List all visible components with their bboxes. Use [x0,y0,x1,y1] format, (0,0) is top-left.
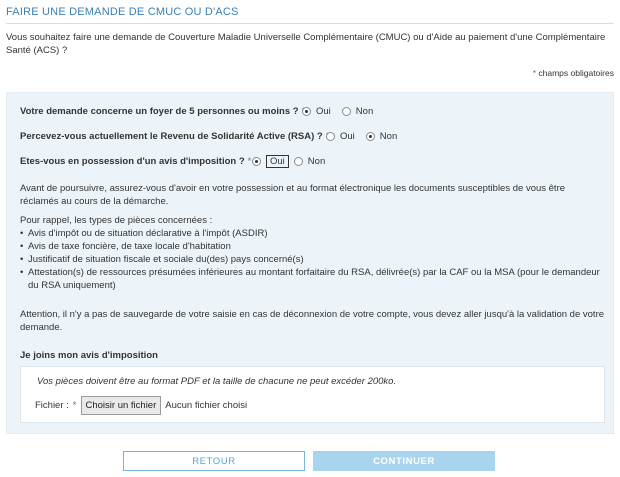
option-label: Non [307,156,326,167]
question-tax-notice [20,156,251,167]
required-marker: * [72,400,77,411]
documents-info-text: Avant de poursuivre, assurez-vous d'avoir en votre possession et au format électronique les documents susceptibles de vous être réclamés au cours de la démarche. [20,183,566,207]
radio-button[interactable] [294,157,303,166]
file-status: Aucun fichier choisi [165,400,248,411]
radio-button[interactable] [326,132,335,141]
rsa-options [326,131,408,142]
question-household-size [20,106,305,117]
option-label: Oui [266,155,289,168]
title-divider [6,23,614,24]
save-warning-text: Attention, il n'y a pas de sauvegarde de votre saisie en cas de déconnexion de votre compte, vous devez aller jusqu'à la validation de votre demande. [20,309,605,333]
household-size-options [302,106,384,117]
tax-notice-options [252,155,336,168]
upload-box [20,366,605,423]
option-label: Non [379,131,398,142]
upload-hint: Vos pièces doivent être au format PDF et la taille de chacune ne peut excéder 200ko. [37,376,397,387]
list-item: • Justificatif de situation fiscale et sociale du(des) pays concerné(s) [20,253,605,266]
radio-button[interactable] [342,107,351,116]
reminder-title: Pour rappel, les types de pièces concernées : [20,215,213,226]
choose-file-button[interactable]: Choisir un fichier [81,396,162,415]
household-size-yes[interactable] [302,106,331,117]
option-label: Oui [316,106,331,117]
question-household-size-label: Votre demande concerne un foyer de 5 personnes ou moins ? [20,106,299,117]
option-label: Non [355,106,374,117]
upload-section-title: Je joins mon avis d'imposition [20,350,158,361]
rsa-no[interactable] [366,131,397,142]
question-rsa-label: Percevez-vous actuellement le Revenu de Solidarité Active (RSA) ? [20,131,323,142]
list-item: • Avis d'impôt ou de situation déclarative à l'impôt (ASDIR) [20,227,605,240]
option-label: Oui [340,131,355,142]
file-row [35,396,247,415]
required-marker: * [247,156,252,167]
question-rsa [20,131,329,142]
back-button[interactable]: RETOUR [123,451,305,471]
radio-button-checked[interactable] [366,132,375,141]
question-tax-notice-label: Etes-vous en possession d'un avis d'imposition ? [20,156,245,167]
file-label: Fichier : [35,400,69,411]
list-item: • Attestation(s) de ressources présumées inférieures au montant forfaitaire du RSA, délivrée(s) par la CAF ou la MSA (pour le demandeur du RSA uniquement) [20,266,605,292]
intro-text: Vous souhaitez faire une demande de Couverture Maladie Universelle Complémentaire (CMUC) ou d'Aide au paiement d'une Complémentaire Santé (ACS) ? [6,32,606,56]
household-size-no[interactable] [342,106,373,117]
radio-button-checked[interactable] [302,107,311,116]
list-item: • Avis de taxe foncière, de taxe locale d'habitation [20,240,605,253]
form-panel [6,92,614,434]
document-types-list [20,227,605,292]
tax-notice-no[interactable] [294,156,325,167]
continue-button[interactable]: CONTINUER [313,451,495,471]
tax-notice-yes[interactable] [252,155,289,168]
rsa-yes[interactable] [326,131,355,142]
radio-button-checked[interactable] [252,157,261,166]
required-fields-note [533,68,614,78]
page-title: FAIRE UNE DEMANDE DE CMUC OU D'ACS [6,6,239,18]
required-note-label: champs obligatoires [538,68,614,78]
required-marker: * [532,68,537,78]
